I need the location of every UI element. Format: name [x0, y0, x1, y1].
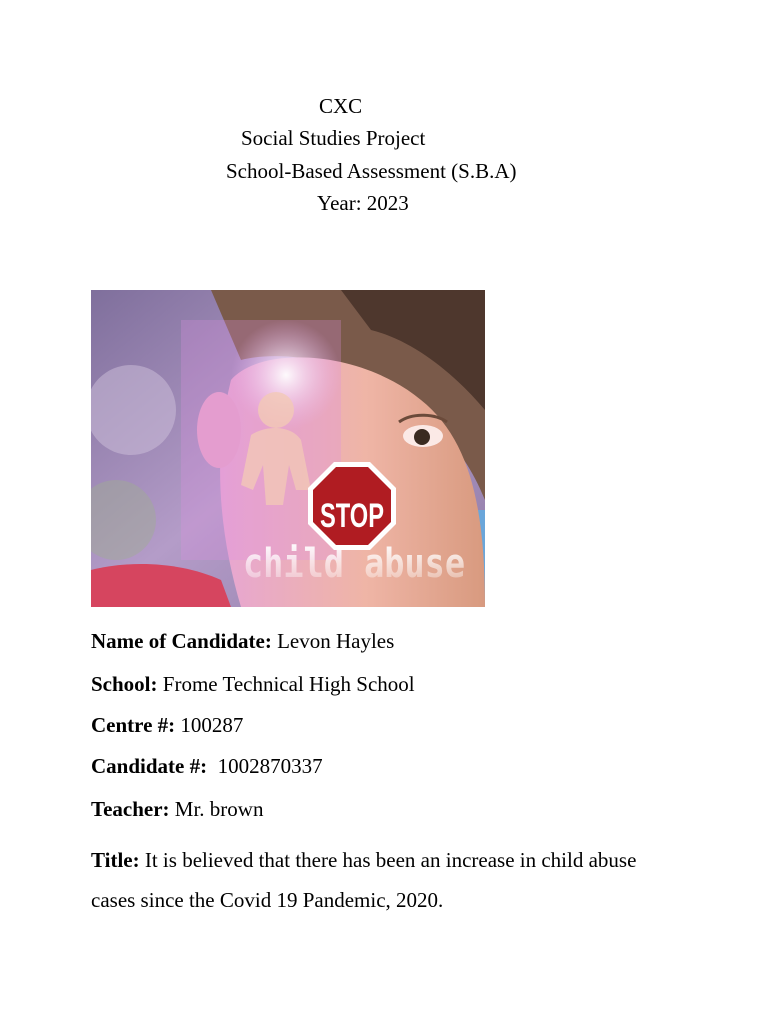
- stop-sign-text: STOP: [320, 497, 384, 535]
- school-row: [91, 672, 415, 697]
- school-value: Frome Technical High School: [157, 672, 415, 696]
- header-line-cxc: CXC: [319, 94, 363, 118]
- centre-label: Centre #:: [91, 713, 176, 737]
- centre-value: 100287: [175, 713, 244, 737]
- candidate-name-row: [91, 629, 394, 654]
- candidate-number-row: [91, 754, 323, 779]
- teacher-label: Teacher:: [91, 797, 170, 821]
- title-paragraph: [91, 840, 651, 920]
- candidate-number-value: 1002870337: [207, 754, 323, 778]
- title-value: It is believed that there has been an increase in child abuse cases since the Covid 19 Pandemic, 2020.: [91, 848, 637, 912]
- header-line-year: Year: 2023: [317, 191, 409, 215]
- centre-row: [91, 713, 243, 738]
- header-line-sba: School-Based Assessment (S.B.A): [226, 159, 517, 183]
- school-label: School:: [91, 672, 158, 696]
- candidate-name-value: Levon Hayles: [271, 629, 395, 653]
- title-label: Title:: [91, 848, 140, 872]
- candidate-name-label: Name of Candidate:: [91, 629, 272, 653]
- cover-caption-text: child abuse: [243, 541, 465, 587]
- teacher-value: Mr. brown: [169, 797, 264, 821]
- teacher-row: [91, 797, 263, 822]
- header-line-project: Social Studies Project: [241, 126, 426, 150]
- cover-image: [91, 290, 485, 607]
- candidate-number-label: Candidate #:: [91, 754, 208, 778]
